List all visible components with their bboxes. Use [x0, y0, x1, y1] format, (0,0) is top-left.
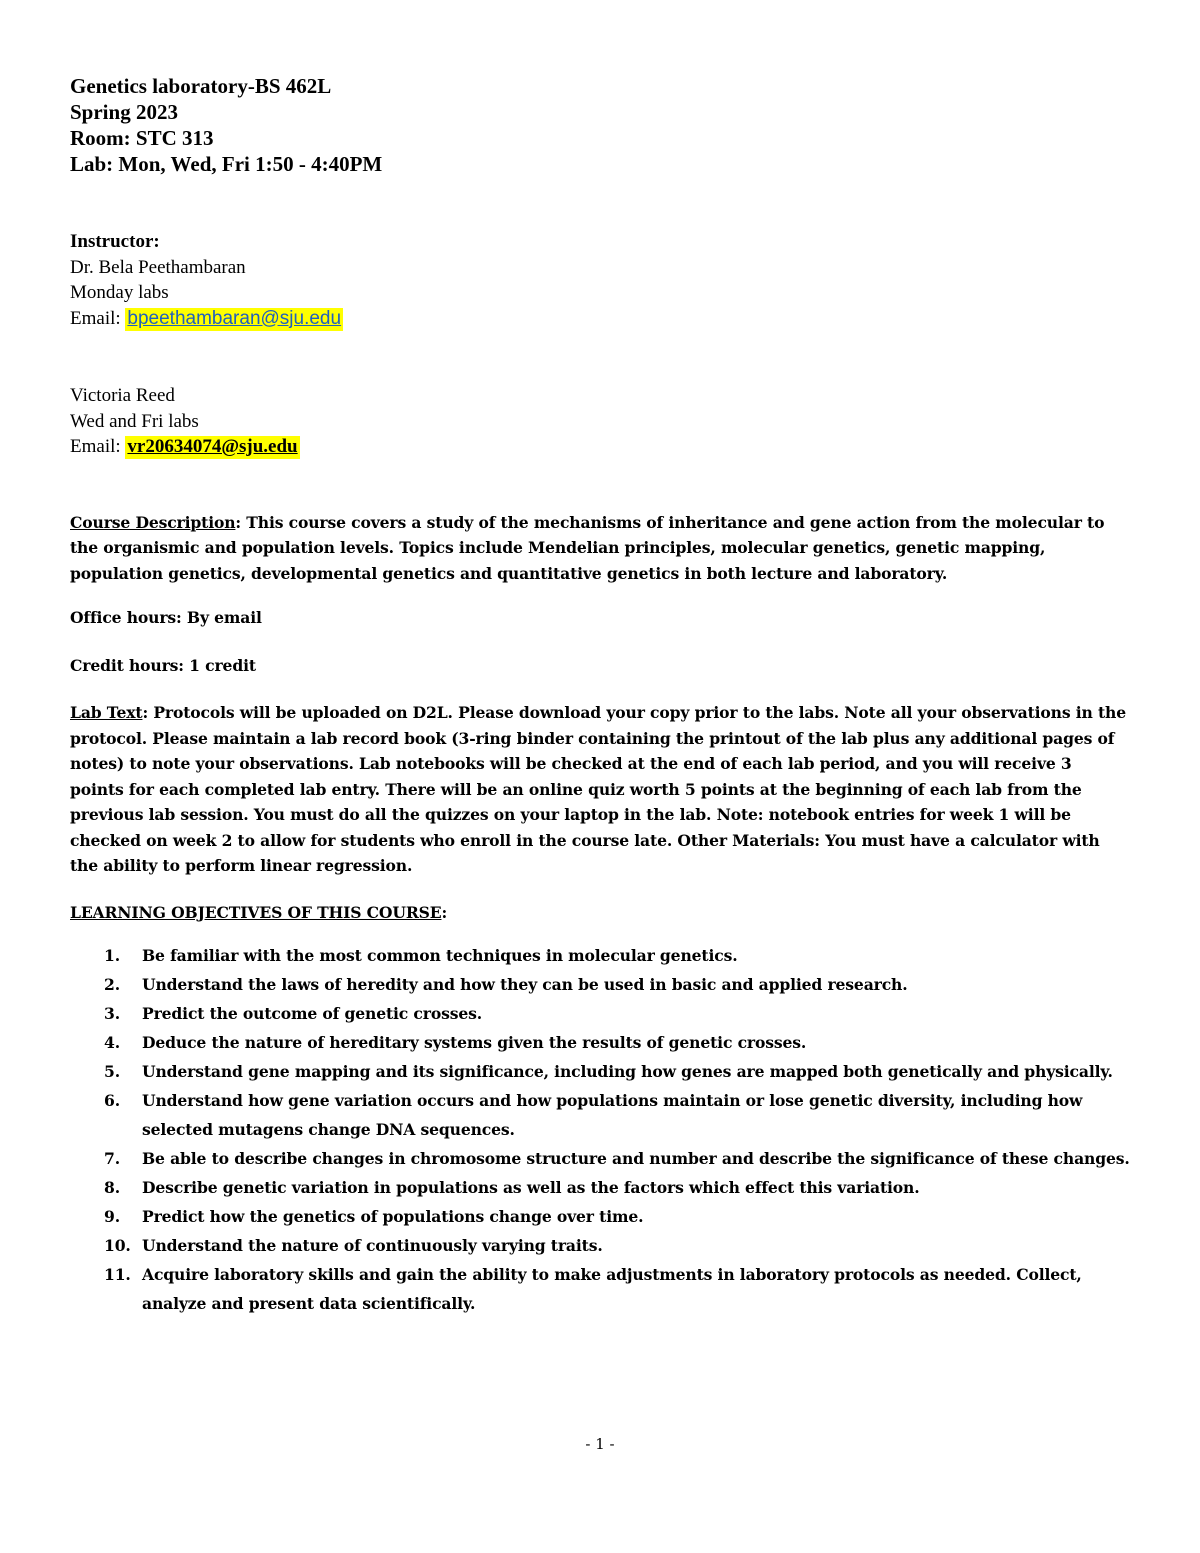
objective-number: 9. [104, 1207, 120, 1226]
objective-text: Predict how the genetics of populations change over time. [142, 1207, 644, 1226]
objective-number: 1. [104, 946, 120, 965]
lab-schedule: Lab: Mon, Wed, Fri 1:50 - 4:40PM [70, 152, 383, 176]
objective-item [70, 999, 1130, 1028]
instructor-email-label: Email: [70, 307, 121, 329]
course-description-label: Course Description [70, 512, 236, 532]
objective-item [70, 1202, 1130, 1231]
objective-item [70, 1173, 1130, 1202]
objective-item [70, 1231, 1130, 1260]
credit-hours: Credit hours: 1 credit [70, 655, 256, 675]
objective-number: 10. [104, 1236, 131, 1255]
objective-text: Predict the outcome of genetic crosses. [142, 1004, 483, 1023]
objective-number: 8. [104, 1178, 120, 1197]
objective-number: 2. [104, 975, 120, 994]
instructor-labs: Monday labs [70, 282, 169, 303]
objective-item [70, 1057, 1130, 1086]
ta-email-label: Email: [70, 436, 121, 457]
instructor-email-link[interactable]: bpeethambaran@sju.edu [127, 307, 342, 329]
ta-labs: Wed and Fri labs [70, 410, 199, 432]
instructor-block [70, 229, 1130, 331]
objectives-heading [70, 900, 1130, 926]
objective-text: Describe genetic variation in populations as well as the factors which effect this variation. [142, 1178, 920, 1197]
course-header [70, 73, 1130, 177]
objective-text: Understand the nature of continuously varying traits. [142, 1236, 603, 1255]
objective-number: 4. [104, 1033, 120, 1052]
course-description-text: : This course covers a study of the mechanisms of inheritance and gene action from the molecular to the organismic and population levels. Topics include Mendelian principles, molecular genetics, genetic mapping, population genetics, developmental genetics and quantitative genetics in both lecture and laboratory. [70, 512, 1105, 583]
instructor-name: Dr. Bela Peethambaran [70, 256, 246, 278]
objectives-heading-suffix: : [441, 902, 448, 922]
objective-number: 7. [104, 1149, 120, 1168]
objective-text: Be familiar with the most common techniques in molecular genetics. [142, 946, 738, 965]
objective-number: 6. [104, 1091, 120, 1110]
office-hours: Office hours: By email [70, 608, 262, 627]
objective-text: Understand gene mapping and its significance, including how genes are mapped both genetically and physically. [142, 1062, 1113, 1081]
objective-text: Deduce the nature of hereditary systems given the results of genetic crosses. [142, 1033, 807, 1052]
course-title: Genetics laboratory-BS 462L [70, 74, 332, 98]
ta-email-link[interactable]: vr20634074@sju.edu [127, 436, 298, 457]
course-room: Room: STC 313 [70, 126, 214, 150]
course-term: Spring 2023 [70, 100, 178, 124]
lab-text-body: : Protocols will be uploaded on D2L. Please download your copy prior to the labs. Note all your observations in the protocol. Please maintain a lab record book (3-ring binder containing the printout of the lab plus any additional pages of notes) to note your observations. Lab notebooks will be checked at the end of each lab period, and you will receive 3 points for each completed lab entry. There will be an online quiz worth 5 points at the beginning of each lab from the previous lab session. You must do all the quizzes on your laptop in the lab. Note: notebook entries for week 1 will be checked on week 2 to allow for students who enroll in the course late. Other Materials: You must have a calculator with the ability to perform linear regression. [70, 703, 1126, 875]
course-description [70, 510, 1130, 587]
lab-text-label: Lab Text [70, 703, 143, 722]
page-number: - 1 - [585, 1435, 615, 1453]
document-page [70, 70, 1130, 1318]
objective-text: Be able to describe changes in chromosome structure and number and describe the significance of these changes. [142, 1149, 1130, 1168]
lab-text [70, 700, 1130, 879]
objective-number: 11. [104, 1265, 131, 1284]
objective-text: Understand how gene variation occurs and how populations maintain or lose genetic diversity, including how selected mutagens change DNA sequences. [142, 1091, 1083, 1139]
objective-text: Understand the laws of heredity and how they can be used in basic and applied research. [142, 975, 908, 994]
objective-item [70, 941, 1130, 970]
ta-name: Victoria Reed [70, 385, 175, 406]
objective-number: 5. [104, 1062, 120, 1081]
objective-item [70, 1260, 1130, 1318]
objective-item [70, 1028, 1130, 1057]
ta-block [70, 383, 1130, 460]
ta-email-line [70, 434, 1130, 460]
objective-item [70, 970, 1130, 999]
objectives-list [70, 941, 1130, 1318]
objective-number: 3. [104, 1004, 120, 1023]
objective-item [70, 1086, 1130, 1144]
instructor-email-line [70, 306, 1130, 332]
objectives-heading-label: LEARNING OBJECTIVES OF THIS COURSE [70, 902, 442, 922]
objective-item [70, 1144, 1130, 1173]
objective-text: Acquire laboratory skills and gain the ability to make adjustments in laboratory protocols as needed. Collect, analyze and present data scientifically. [142, 1265, 1082, 1313]
instructor-heading: Instructor: [70, 231, 160, 252]
